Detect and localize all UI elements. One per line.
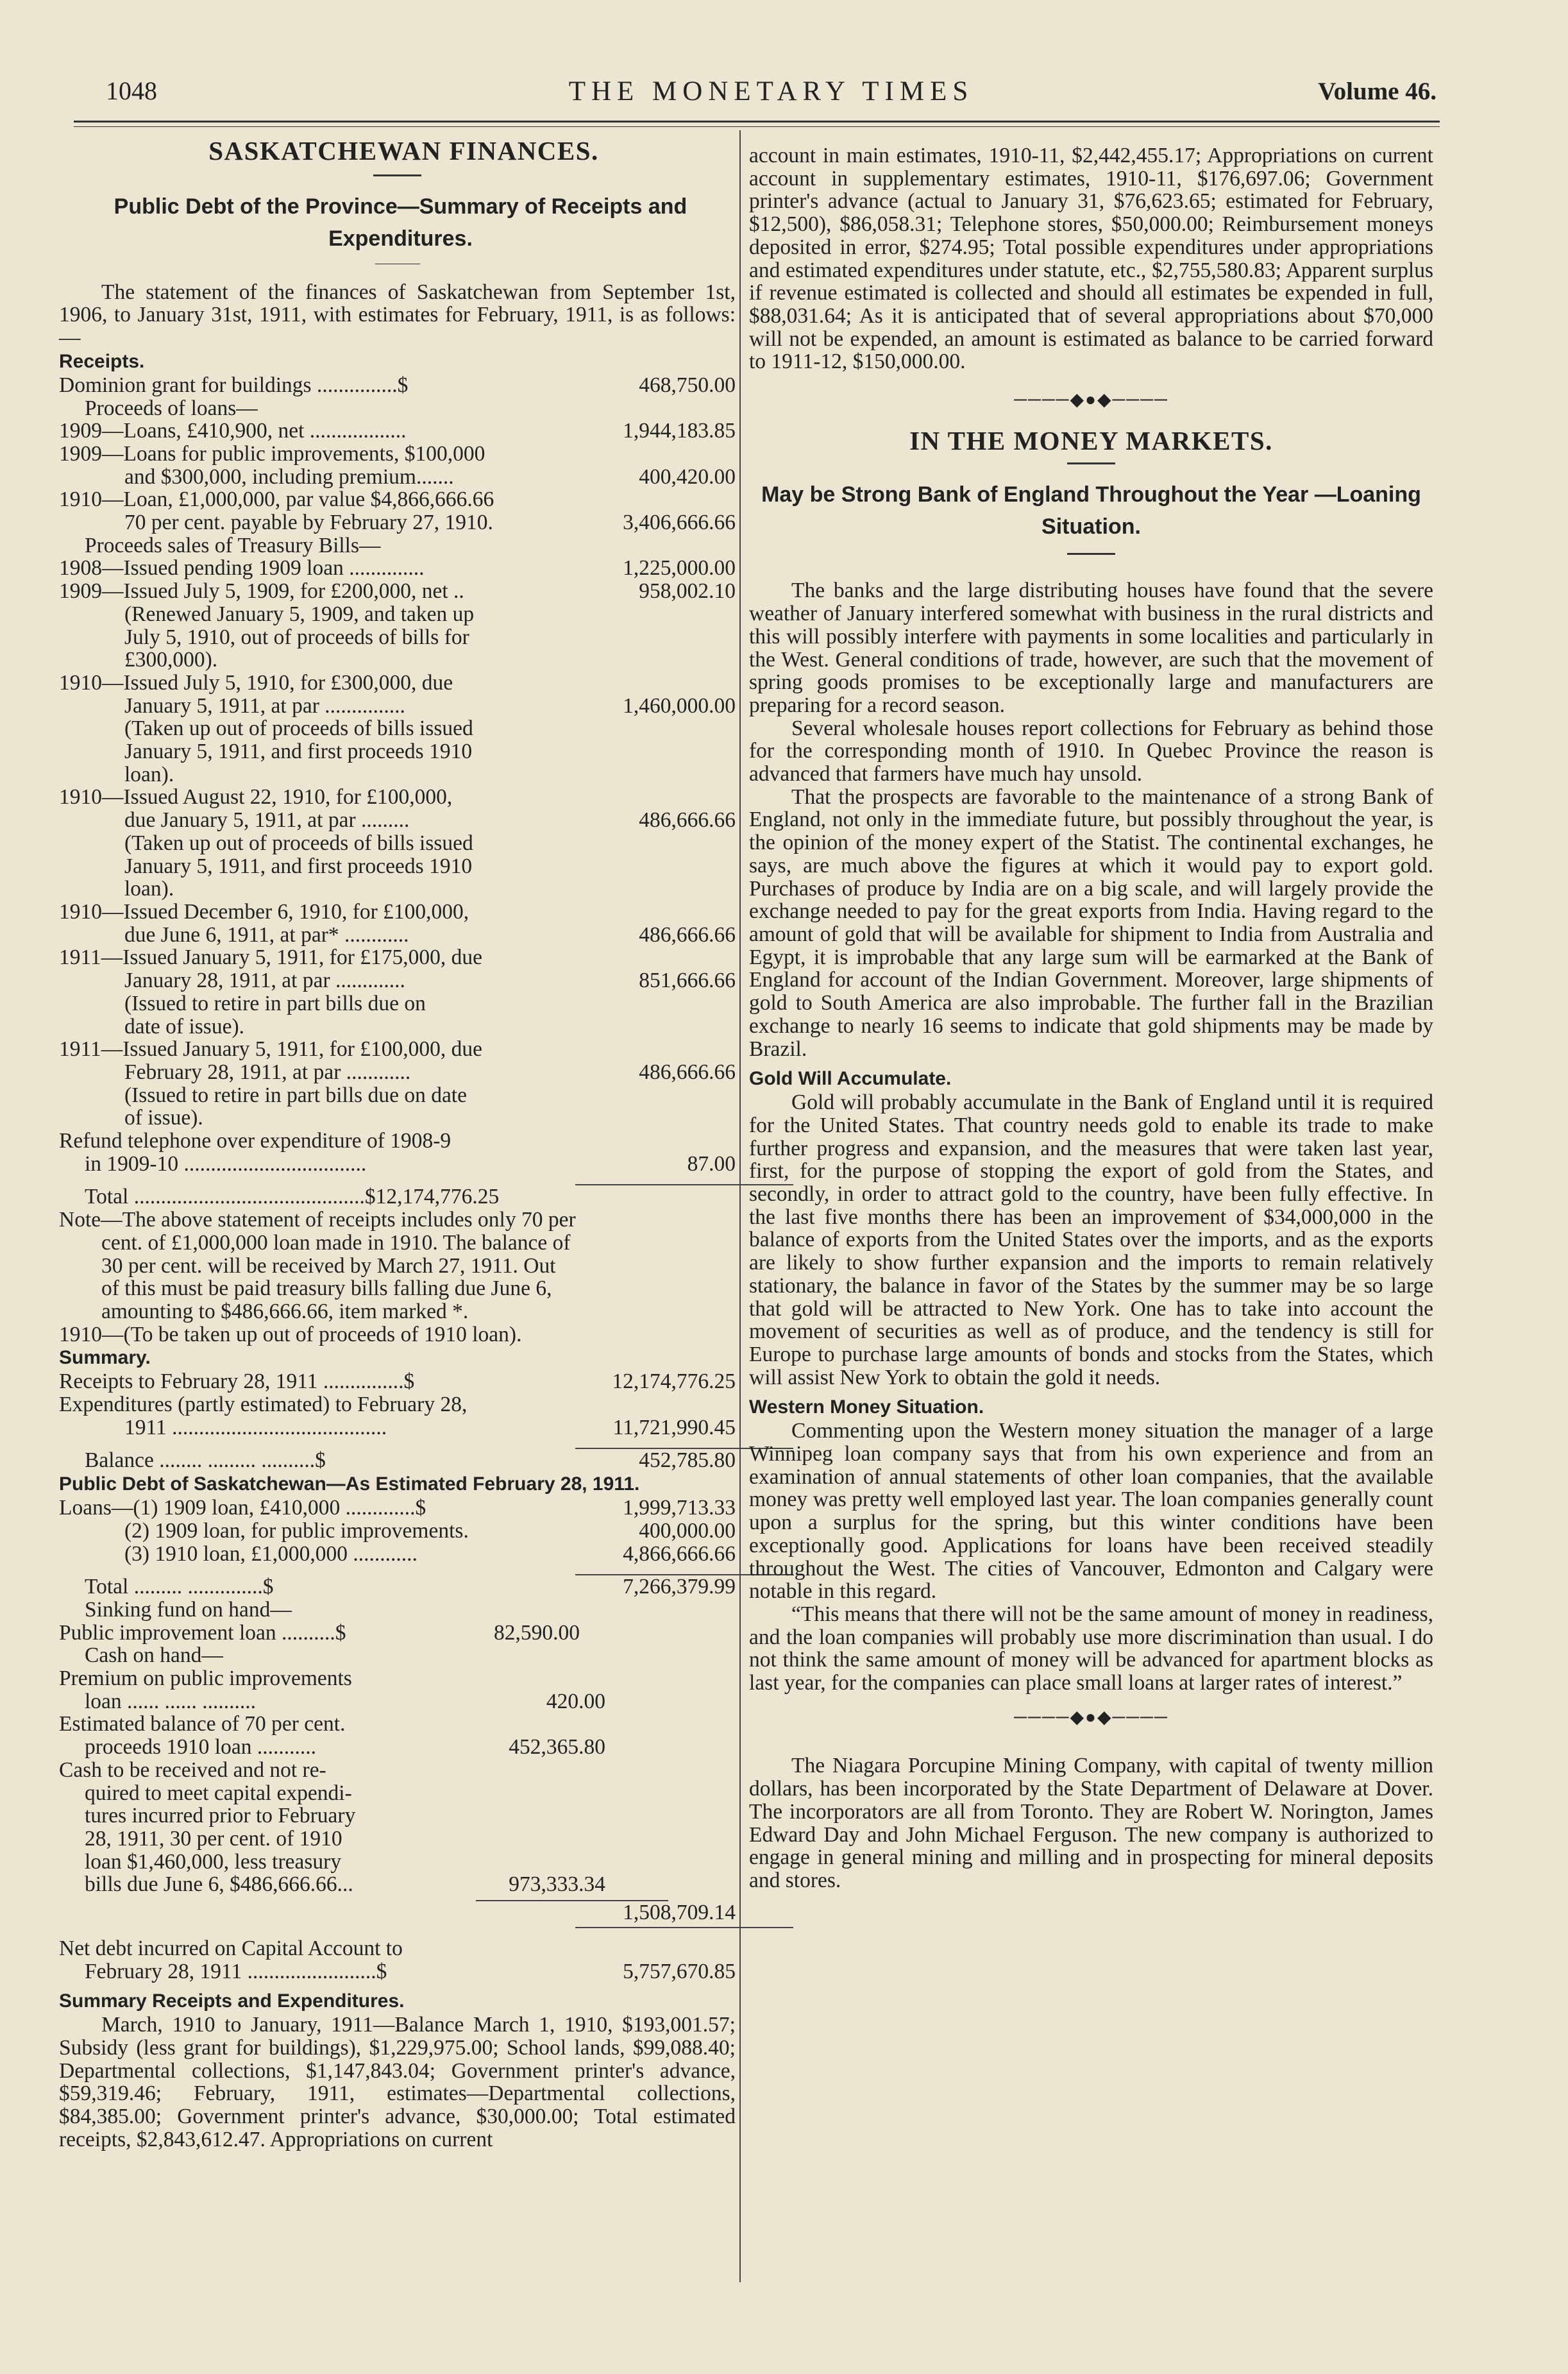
table-row	[59, 924, 736, 947]
row-amount	[588, 946, 736, 969]
row-amount	[588, 443, 736, 466]
row-amount: 486,666.66	[639, 1060, 736, 1084]
table-row	[59, 1370, 736, 1393]
row-description: loan $1,460,000, less treasury	[85, 1849, 342, 1874]
body-paragraph: That the prospects are favorable to the maintenance of a strong Bank of England, not only in the immediate future, but possibly throughout the year, is the opinion of the money expert of the Statist. The continental exchanges, he says, are much above the figures at which it would pay to export gold. Purchases of produce by India are on a big scale, and will largely provide the exchange needed to pay for the great exports from India. Having regard to the amount of gold that will be available for shipment to India from Australia and Egypt, it is improbable that any large sum will be earmarked at the Bank of England for account of the Indian Government. Moreover, large shipments of gold to South America are also improbable. The further fall in the Brazilian exchange to nearly 16 seems to indicate that gold shipments may be made by Brazil.	[749, 784, 1433, 1061]
table-row	[59, 557, 736, 580]
table-row	[59, 672, 736, 695]
row-amount	[588, 1084, 736, 1107]
table-row	[59, 1667, 736, 1690]
table-row	[59, 717, 736, 740]
table-row	[59, 1960, 736, 1983]
table-row	[59, 878, 736, 901]
row-amount	[458, 1667, 580, 1690]
row-amount: 400,420.00	[639, 464, 736, 489]
row-amount: 4,866,666.66	[623, 1541, 736, 1566]
row-description: 28, 1911, 30 per cent. of 1910	[85, 1827, 342, 1851]
row-description: Public improvement loan ..........$	[59, 1620, 346, 1645]
row-amount	[588, 534, 736, 557]
row-description: Proceeds of loans—	[85, 396, 258, 420]
row-amount	[484, 1851, 605, 1874]
row-amount: 851,666.66	[639, 969, 736, 993]
row-amount	[588, 832, 736, 855]
table-row	[59, 1736, 736, 1759]
loans-list	[59, 1496, 736, 1565]
row-amount	[588, 1106, 736, 1130]
row-amount: 973,333.34	[509, 1872, 605, 1897]
header-rule	[74, 121, 1440, 123]
table-row	[59, 534, 736, 557]
row-description: 1909—Issued July 5, 1909, for £200,000, net ..	[59, 579, 464, 604]
sinking-total-row	[59, 1901, 736, 1924]
row-amount	[588, 901, 736, 924]
row-description: quired to meet capital expendi-	[85, 1781, 352, 1805]
balance-label: Balance ........ ......... ..........$	[85, 1448, 326, 1473]
row-amount	[588, 878, 736, 901]
page-number: 1048	[106, 76, 157, 105]
table-row	[59, 855, 736, 878]
row-amount	[484, 1827, 605, 1851]
money-markets-subtitle: May be Strong Bank of England Throughout the Year —Loaning Situation.	[761, 482, 1421, 539]
row-amount: 486,666.66	[639, 922, 736, 947]
row-amount: 1,944,183.85	[623, 419, 736, 443]
table-row	[59, 649, 736, 672]
row-description: due January 5, 1911, at par .........	[124, 808, 410, 833]
title-rule	[373, 174, 421, 176]
table-row	[59, 420, 736, 443]
table-row	[59, 626, 736, 649]
row-amount	[588, 397, 736, 420]
row-amount	[588, 786, 736, 809]
row-amount: 1,460,000.00	[623, 693, 736, 718]
table-row	[59, 1153, 736, 1176]
table-row	[59, 1416, 736, 1439]
table-row	[59, 1520, 736, 1543]
table-row	[59, 1937, 736, 1960]
row-description: 1910—Issued December 6, 1910, for £100,000,	[59, 899, 469, 924]
row-description: loan).	[124, 877, 174, 901]
table-row	[59, 786, 736, 809]
note-line: Note—The above statement of receipts includes only 70 per	[59, 1208, 576, 1232]
row-description: Receipts to February 28, 1911 ...............$	[59, 1369, 415, 1394]
row-amount	[484, 1804, 605, 1827]
row-amount	[588, 488, 736, 511]
table-row	[59, 443, 736, 466]
row-amount	[588, 603, 736, 626]
receipts-total: Total ...........................................$12,174,776.25	[85, 1185, 500, 1209]
row-amount: 452,365.80	[509, 1735, 605, 1759]
table-row	[59, 466, 736, 489]
row-description: Cash to be received and not re-	[59, 1758, 326, 1782]
sinking-fund-list	[59, 1598, 736, 1896]
row-description: (Issued to retire in part bills due on date	[124, 1083, 467, 1107]
note-line: 30 per cent. will be received by March 27, 1911. Out	[101, 1253, 556, 1278]
table-row	[59, 1804, 736, 1827]
row-description: and $300,000, including premium.......	[124, 464, 454, 489]
gold-paragraph: Gold will probably accumulate in the Bank of England until it is required for the United States. That country needs gold to enable its trade to make further progress and expansion, and the measures that were taken last year, first, for the purpose of stopping the export of gold from the States, and secondly, in order to attract gold to the country, have been fully effective. In the last five months there has been an improvement of $34,000,000 in the balance of exports from the United States over the imports, and as the exports are likely to show further expansion and the imports to remain relatively stationary, the balance in favor of the States by the summer may be so large that gold will be attracted to New York. One has to take into account the movement of securities as well as of produce, and the tendency is still for Europe to purchase large amounts of bonds and stocks from the States, which will assist New York to obtain the gold it needs.	[749, 1090, 1433, 1389]
row-amount	[588, 1130, 736, 1153]
table-row	[59, 1543, 736, 1566]
money-markets-body	[749, 579, 1433, 1060]
row-description: loan).	[124, 762, 174, 786]
row-amount	[484, 1598, 605, 1622]
note-line: 1910—(To be taken up out of proceeds of 1910 loan).	[59, 1322, 522, 1346]
table-row	[59, 1393, 736, 1416]
row-amount	[588, 1937, 736, 1960]
balance-amount: 452,785.80	[639, 1448, 736, 1473]
row-amount: 3,406,666.66	[623, 511, 736, 535]
table-row	[59, 1690, 736, 1713]
net-debt-list	[59, 1937, 736, 1983]
row-amount: 400,000.00	[639, 1518, 736, 1543]
row-amount	[588, 763, 736, 786]
row-description: 70 per cent. payable by February 27, 1910.	[124, 511, 493, 535]
ornament-divider-2: ────◆●◆────	[1014, 1707, 1168, 1727]
left-column	[59, 136, 736, 2151]
row-description: bills due June 6, $486,666.66...	[85, 1872, 353, 1897]
row-description: due June 6, 1911, at par* ............	[124, 922, 409, 947]
table-row	[59, 603, 736, 626]
row-amount	[458, 1759, 580, 1782]
table-row	[59, 695, 736, 718]
row-description: tures incurred prior to February	[85, 1804, 356, 1828]
continued-paragraph: account in main estimates, 1910-11, $2,442,455.17; Appropriations on current account in supplementary estimates, 1910-11, $176,697.06; Government printer's advance (actual to January 31, $76,623.65; estimated for February, $12,500), $86,058.31; Telephone stores, $50,000.00; Reimbursement moneys deposited in error, $274.95; Total possible expenditures under appropriations and estimated expenditures under statute, etc., $2,755,580.83; Apparent surplus if revenue estimated is collected and should all estimates be expended in full, $88,031.64; As it is anticipated that of several appropriations about $70,000 will not be expended, an amount is estimated as balance to be carried forward to 1911-12, $150,000.00.	[749, 144, 1433, 374]
table-row	[59, 901, 736, 924]
row-description: (2) 1909 loan, for public improvements.	[124, 1518, 469, 1543]
row-amount	[484, 1644, 605, 1667]
loans-total-row	[59, 1575, 736, 1598]
table-row	[59, 1873, 736, 1896]
table-row	[59, 832, 736, 855]
row-description: Proceeds sales of Treasury Bills—	[85, 533, 381, 557]
row-amount: 82,590.00	[494, 1620, 580, 1645]
row-description: (Renewed January 5, 1909, and taken up	[124, 602, 475, 626]
row-description: January 28, 1911, at par .............	[124, 969, 405, 993]
row-amount	[458, 1713, 580, 1736]
row-description: 1908—Issued pending 1909 loan ..............	[59, 556, 425, 581]
western-heading: Western Money Situation.	[749, 1396, 984, 1418]
row-amount: 5,757,670.85	[623, 1959, 736, 1983]
table-row	[59, 992, 736, 1015]
article-title: SASKATCHEWAN FINANCES.	[208, 136, 599, 165]
row-description: Dominion grant for buildings ...............$	[59, 373, 409, 397]
row-amount: 12,174,776.25	[612, 1369, 736, 1394]
table-row	[59, 763, 736, 786]
row-description: Expenditures (partly estimated) to February 28,	[59, 1393, 468, 1417]
row-description: Refund telephone over expenditure of 1908-9	[59, 1129, 451, 1153]
row-description: January 5, 1911, at par ...............	[124, 693, 405, 718]
row-amount: 87.00	[687, 1151, 736, 1176]
row-amount	[588, 626, 736, 649]
body-paragraph: “This means that there will not be the same amount of money in readiness, and the loan companies will probably use more discrimination than usual. I do not think the same amount of money will be advanced for apartment blocks as last year, for the companies can place small loans at larger rates of interest.”	[749, 1602, 1434, 1695]
table-row	[59, 1496, 736, 1520]
table-row	[59, 946, 736, 969]
table-row	[59, 1130, 736, 1153]
note-line: cent. of £1,000,000 loan made in 1910. The balance of	[101, 1230, 571, 1255]
table-row	[59, 1644, 736, 1667]
article-subtitle: Public Debt of the Province—Summary of Receipts and Expenditures.	[114, 194, 687, 251]
western-body	[749, 1420, 1433, 1694]
table-row	[59, 1038, 736, 1061]
row-amount	[588, 740, 736, 763]
debt-heading: Public Debt of Saskatchewan—As Estimated February 28, 1911.	[59, 1473, 640, 1495]
net-debt-rule	[575, 1927, 793, 1928]
page-header	[106, 76, 1437, 114]
row-description: February 28, 1911 ........................$	[85, 1959, 387, 1983]
balance-row	[59, 1449, 736, 1472]
table-row	[59, 1827, 736, 1851]
column-divider	[739, 130, 741, 2282]
row-amount: 1,225,000.00	[623, 556, 736, 581]
row-description: Sinking fund on hand—	[85, 1597, 292, 1622]
row-description: in 1909-10 ..................................	[85, 1151, 367, 1176]
row-amount: 11,721,990.45	[612, 1415, 736, 1439]
row-amount	[588, 1015, 736, 1039]
ornament-divider: ────◆●◆────	[1014, 390, 1168, 411]
right-column	[749, 144, 1433, 1892]
loans-total-amount: 7,266,379.99	[623, 1575, 736, 1599]
volume-label: Volume 46.	[1318, 78, 1437, 105]
row-description: Net debt incurred on Capital Account to	[59, 1936, 403, 1960]
money-markets-title: IN THE MONEY MARKETS.	[909, 425, 1273, 455]
row-description: (Taken up out of proceeds of bills issued	[124, 831, 473, 855]
row-description: 1909—Loans for public improvements, $100,000	[59, 441, 485, 466]
table-row	[59, 969, 736, 992]
sinking-total-amount: 1,508,709.14	[623, 1901, 736, 1925]
money-markets-rule	[1067, 462, 1115, 464]
row-description: proceeds 1910 loan ...........	[85, 1735, 316, 1759]
row-description: (Taken up out of proceeds of bills issued	[124, 716, 473, 741]
row-description: January 5, 1911, and first proceeds 1910	[124, 740, 473, 764]
receipts-note	[59, 1208, 736, 1346]
row-amount: 958,002.10	[639, 579, 736, 604]
row-description: January 5, 1911, and first proceeds 1910	[124, 854, 473, 878]
table-row	[59, 1106, 736, 1130]
row-amount: 1,999,713.33	[623, 1496, 736, 1520]
row-amount	[588, 1038, 736, 1061]
row-amount	[484, 1782, 605, 1805]
header-rule-thin	[74, 126, 1440, 127]
table-row	[59, 1061, 736, 1084]
body-paragraph: Several wholesale houses report collections for February as behind those for the corresponding month of 1910. In Quebec Province the reason is advanced that farmers have much hay unsold.	[749, 716, 1433, 786]
row-amount: 486,666.66	[639, 808, 736, 833]
row-amount	[588, 717, 736, 740]
row-description: 1910—Issued August 22, 1910, for £100,000,	[59, 785, 453, 810]
row-amount	[588, 649, 736, 672]
table-row	[59, 511, 736, 534]
gold-heading: Gold Will Accumulate.	[749, 1068, 952, 1090]
row-amount: 420.00	[546, 1689, 605, 1713]
table-row	[59, 1084, 736, 1107]
receipts-heading: Receipts.	[59, 350, 145, 372]
table-row	[59, 1759, 736, 1782]
row-description: 1911—Issued January 5, 1911, for £100,000, due	[59, 1037, 482, 1062]
body-paragraph: The banks and the large distributing houses have found that the severe weather of January interfered somewhat with business in the rural districts and this will possibly interfere with payments in some localities and particularly in the West. General conditions of trade, however, are such that the movement of spring goods promises to be exceptionally large and manufacturers are preparing for a record season.	[749, 579, 1433, 717]
table-row	[59, 1713, 736, 1736]
table-row	[59, 1851, 736, 1874]
note-line: of this must be paid treasury bills falling due June 6,	[101, 1276, 552, 1301]
row-description: 1910—Loan, £1,000,000, par value $4,866,666.66	[59, 488, 494, 512]
row-description: (3) 1910 loan, £1,000,000 ............	[124, 1541, 417, 1566]
loans-total-label: Total ......... ..............$	[85, 1575, 274, 1599]
row-description: 1909—Loans, £410,900, net ..................	[59, 419, 407, 443]
row-description: loan ...... ...... ..........	[85, 1689, 257, 1713]
publication-title: THE MONETARY TIMES	[568, 76, 974, 106]
table-row	[59, 488, 736, 511]
niagara-paragraph: The Niagara Porcupine Mining Company, with capital of twenty million dollars, has been incorporated by the State Department of Delaware at Dover. The incorporators are all from Toronto. They are Robert W. Norington, James Edward Day and John Michael Ferguson. The new company is authorized to engage in general mining and milling and in prospecting for mineral deposits and stores.	[749, 1754, 1433, 1892]
row-description: Cash on hand—	[85, 1643, 223, 1668]
note-line: amounting to $486,666.66, item marked *.	[101, 1299, 469, 1323]
table-row	[59, 809, 736, 832]
row-amount: 468,750.00	[639, 373, 736, 397]
row-description: of issue).	[124, 1106, 203, 1130]
table-row	[59, 580, 736, 603]
summary-heading: Summary.	[59, 1347, 151, 1369]
row-amount	[588, 992, 736, 1015]
table-row	[59, 1622, 736, 1645]
summary-list	[59, 1370, 736, 1439]
row-description: £300,000).	[124, 648, 218, 672]
row-amount	[588, 672, 736, 695]
row-description: 1911—Issued January 5, 1911, for £175,000, due	[59, 945, 482, 970]
table-row	[59, 1782, 736, 1805]
summary2-paragraph: March, 1910 to January, 1911—Balance March 1, 1910, $193,001.57; Subsidy (less grant for buildings), $1,229,975.00; School lands, $99,088.40; Departmental collections, $1,147,843.04; Government printer's advance, $59,319.46; February, 1911, estimates—Departmental collections, $84,385.00; Government printer's advance, $30,000.00; Total estimated receipts, $2,843,612.47. Appropriations on current	[59, 2013, 736, 2151]
row-description: Estimated balance of 70 per cent.	[59, 1712, 346, 1736]
row-description: Loans—(1) 1909 loan, £410,000 .............$	[59, 1496, 426, 1520]
receipts-list	[59, 374, 736, 1176]
row-description: February 28, 1911, at par ............	[124, 1060, 411, 1084]
row-description: (Issued to retire in part bills due on	[124, 991, 426, 1015]
money-markets-subtitle-rule	[1067, 553, 1115, 555]
row-description: date of issue).	[124, 1014, 244, 1039]
row-description: Premium on public improvements	[59, 1666, 352, 1691]
table-row	[59, 1015, 736, 1039]
summary2-heading: Summary Receipts and Expenditures.	[59, 1990, 405, 2012]
row-description: 1910—Issued July 5, 1910, for £300,000, due	[59, 670, 453, 695]
intro-paragraph: The statement of the finances of Saskatchewan from September 1st, 1906, to January 31st, 1911, with estimates for February, 1911, is as follows:—	[59, 280, 736, 350]
row-amount	[588, 855, 736, 878]
table-row	[59, 374, 736, 397]
row-description: July 5, 1910, out of proceeds of bills for	[124, 625, 469, 649]
row-description: 1911 ........................................	[124, 1415, 387, 1439]
body-paragraph: Commenting upon the Western money situation the manager of a large Winnipeg loan company says that from his own experience and from an examination of annual statements of other loan companies, that the available money was pretty well employed last year. The loan companies generally count upon a surplus for the spring, but this winter conditions have been exceptionally good. Applications for loans have been received steadily throughout the West. The cities of Vancouver, Edmonton and Calgary were notable in this regard.	[749, 1419, 1433, 1604]
table-row	[59, 397, 736, 420]
table-row	[59, 1598, 736, 1622]
table-row	[59, 740, 736, 763]
row-amount	[588, 1393, 736, 1416]
